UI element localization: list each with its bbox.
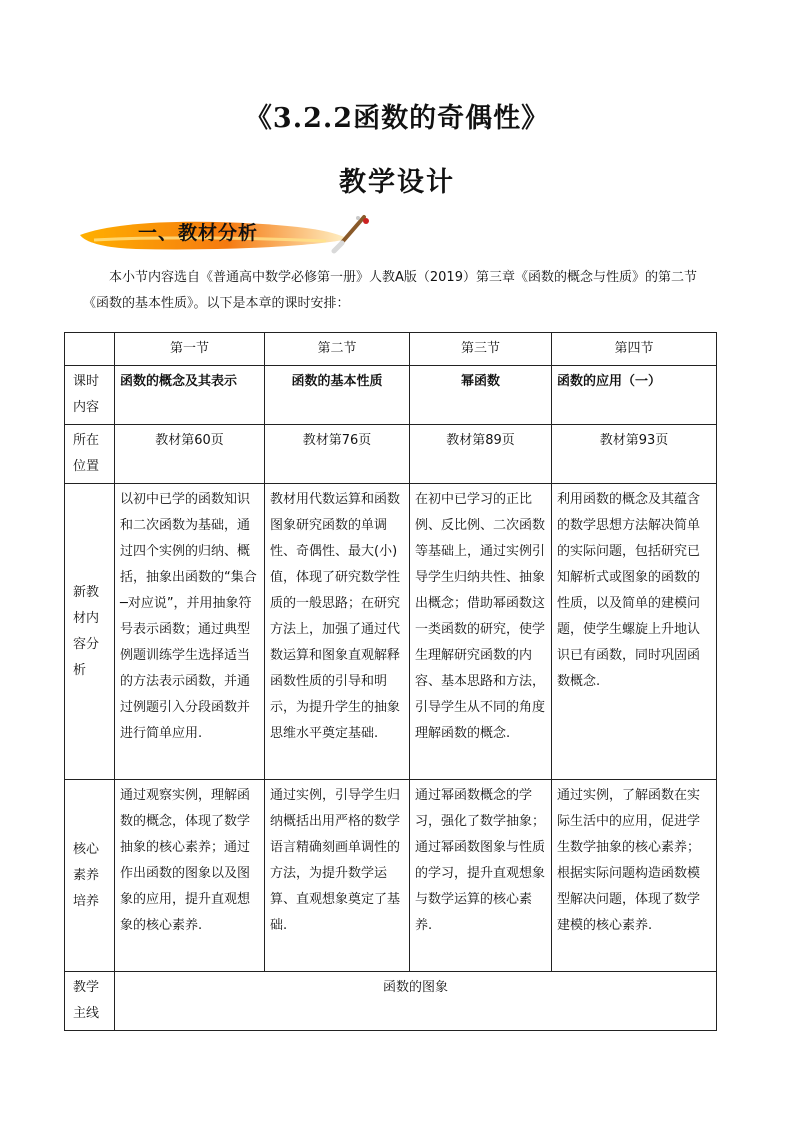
table-cell: 通过实例，引导学生归纳概括出用严格的数学语言精确刻画单调性的方法，为提升数学运算、直观想象奠定了基础.	[265, 780, 410, 972]
row-label: 新教材内容分析	[65, 484, 115, 780]
table-cell: 利用函数的概念及其蕴含的数学思想方法解决简单的实际问题，包括研究已知解析式或图象的函数的性质，以及简单的建模问题，使学生螺旋上升地认识已有函数，同时巩固函数概念.	[552, 484, 717, 780]
table-cell: 通过实例，了解函数在实际生活中的应用，促进学生数学抽象的核心素养；根据实际问题构造函数模型解决问题，体现了数学建模的核心素养.	[552, 780, 717, 972]
row-label: 所在位置	[65, 425, 115, 484]
header-cell: 第二节	[265, 333, 410, 366]
table-cell: 教材第60页	[115, 425, 265, 484]
table-cell: 函数的概念及其表示	[115, 366, 265, 425]
merged-cell: 函数的图象	[115, 972, 717, 1031]
table-cell: 通过幂函数概念的学习，强化了数学抽象；通过幂函数图象与性质的学习，提升直观想象与数学运算的核心素养.	[410, 780, 552, 972]
table-row	[65, 366, 717, 425]
intro-paragraph: 本小节内容选自《普通高中数学必修第一册》人教A版（2019）第三章《函数的概念与性质》的第二节《函数的基本性质》。以下是本章的课时安排：	[83, 270, 697, 311]
row-label: 核心素养培养	[65, 780, 115, 972]
table-cell: 教材第76页	[265, 425, 410, 484]
table-row	[65, 780, 717, 972]
table-row	[65, 484, 717, 780]
table-cell: 幂函数	[410, 366, 552, 425]
table-cell: 教材用代数运算和函数图象研究函数的单调性、奇偶性、最大(小)值，体现了研究数学性质的一般思路；在研究方法上，加强了通过代数运算和图象直观解释函数性质的引导和明示，为提升学生的抽象思维水平奠定基础.	[265, 484, 410, 780]
document-subtitle: 教学设计	[339, 167, 455, 198]
table-header-row	[65, 333, 717, 366]
header-cell: 第三节	[410, 333, 552, 366]
document-title: 《3.2.2函数的奇偶性》	[244, 103, 550, 134]
section-banner	[76, 213, 376, 255]
row-label: 教学主线	[65, 972, 115, 1031]
section-heading: 一、教材分析	[138, 222, 259, 244]
table-cell: 教材第93页	[552, 425, 717, 484]
table-cell: 函数的基本性质	[265, 366, 410, 425]
row-label: 课时内容	[65, 366, 115, 425]
header-cell: 第四节	[552, 333, 717, 366]
table-cell: 通过观察实例，理解函数的概念，体现了数学抽象的核心素养；通过作出函数的图象以及图象的应用，提升直观想象的核心素养.	[115, 780, 265, 972]
schedule-table	[64, 332, 717, 1031]
table-cell: 教材第89页	[410, 425, 552, 484]
table-cell: 在初中已学习的正比例、反比例、二次函数等基础上，通过实例引导学生归纳共性、抽象出概念；借助幂函数这一类函数的研究，使学生理解研究函数的内容、基本思路和方法，引导学生从不同的角度理解函数的概念.	[410, 484, 552, 780]
table-cell: 函数的应用（一）	[552, 366, 717, 425]
table-row	[65, 972, 717, 1031]
table-cell: 以初中已学的函数知识和二次函数为基础，通过四个实例的归纳、概括，抽象出函数的“集合─对应说”，并用抽象符号表示函数；通过典型例题训练学生选择适当的方法表示函数，并通过例题引入分段函数并进行简单应用.	[115, 484, 265, 780]
table-row	[65, 425, 717, 484]
corner-cell	[65, 333, 115, 366]
header-cell: 第一节	[115, 333, 265, 366]
